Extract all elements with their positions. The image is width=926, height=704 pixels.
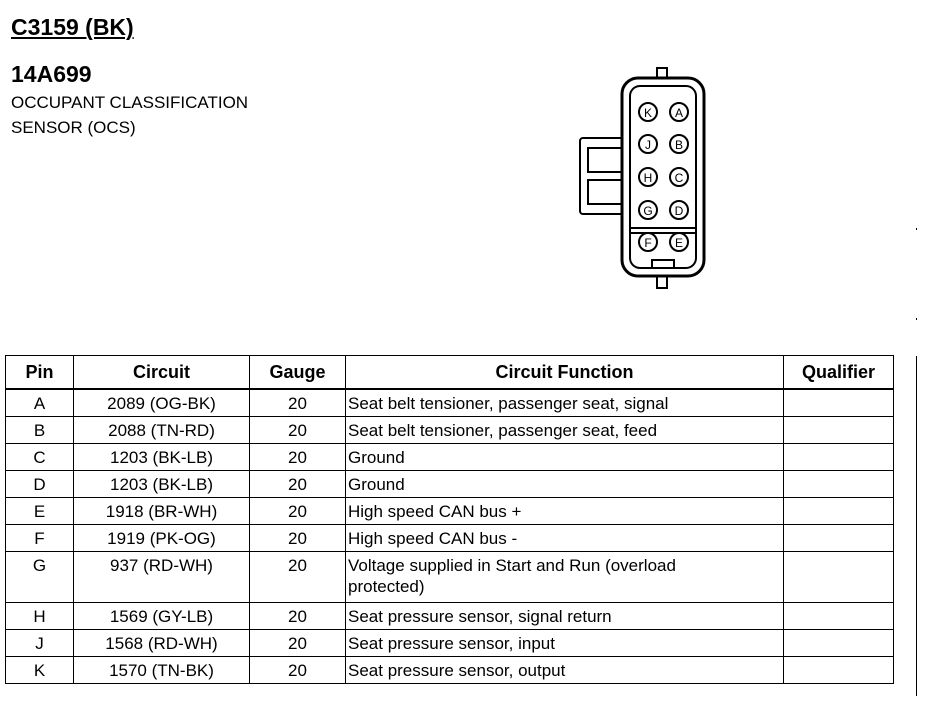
gauge-cell: 20 bbox=[250, 471, 346, 498]
header-circuit: Circuit bbox=[74, 356, 250, 390]
pin-A bbox=[670, 103, 688, 121]
page-edge-mark bbox=[916, 356, 917, 696]
connector-face-diagram bbox=[570, 60, 750, 300]
circuit-cell: 1918 (BR-WH) bbox=[74, 498, 250, 525]
circuit-cell: 1919 (PK-OG) bbox=[74, 525, 250, 552]
pin-C bbox=[670, 168, 688, 186]
qualifier-cell bbox=[784, 525, 894, 552]
function-cell: Seat pressure sensor, signal return bbox=[346, 603, 784, 630]
svg-text:E: E bbox=[674, 236, 684, 250]
svg-text:G: G bbox=[643, 204, 653, 218]
table-row bbox=[6, 630, 894, 657]
function-cell: High speed CAN bus + bbox=[346, 498, 784, 525]
qualifier-cell bbox=[784, 498, 894, 525]
gauge-cell: 20 bbox=[250, 603, 346, 630]
qualifier-cell bbox=[784, 444, 894, 471]
table-row bbox=[6, 603, 894, 630]
table-row bbox=[6, 444, 894, 471]
function-cell: High speed CAN bus - bbox=[346, 525, 784, 552]
pin-E bbox=[670, 233, 688, 251]
circuit-cell: 2088 (TN-RD) bbox=[74, 417, 250, 444]
svg-text:H: H bbox=[643, 171, 653, 185]
pin-cell: D bbox=[6, 471, 74, 498]
qualifier-cell bbox=[784, 657, 894, 684]
circuit-cell: 2089 (OG-BK) bbox=[74, 389, 250, 417]
svg-text:D: D bbox=[674, 204, 684, 218]
header-qualifier: Qualifier bbox=[784, 356, 894, 390]
pin-cell: F bbox=[6, 525, 74, 552]
table-row bbox=[6, 389, 894, 417]
gauge-cell: 20 bbox=[250, 525, 346, 552]
svg-text:J: J bbox=[645, 138, 651, 152]
pin-H bbox=[639, 168, 657, 186]
function-cell: Ground bbox=[346, 444, 784, 471]
svg-text:B: B bbox=[674, 138, 684, 152]
pin-cell: G bbox=[6, 552, 74, 603]
qualifier-cell bbox=[784, 603, 894, 630]
function-cell: Seat belt tensioner, passenger seat, signal bbox=[346, 389, 784, 417]
table-row bbox=[6, 417, 894, 444]
part-number: 14A699 bbox=[11, 61, 92, 87]
gauge-cell: 20 bbox=[250, 389, 346, 417]
circuit-cell: 1203 (BK-LB) bbox=[74, 471, 250, 498]
qualifier-cell bbox=[784, 389, 894, 417]
circuit-cell: 937 (RD-WH) bbox=[74, 552, 250, 603]
pin-K bbox=[639, 103, 657, 121]
circuit-cell: 1203 (BK-LB) bbox=[74, 444, 250, 471]
header-circuit-function: Circuit Function bbox=[346, 356, 784, 390]
pin-cell: J bbox=[6, 630, 74, 657]
function-cell: Seat belt tensioner, passenger seat, feed bbox=[346, 417, 784, 444]
description-line-2: SENSOR (OCS) bbox=[11, 118, 136, 137]
gauge-cell: 20 bbox=[250, 417, 346, 444]
table-row bbox=[6, 657, 894, 684]
gauge-cell: 20 bbox=[250, 498, 346, 525]
qualifier-cell bbox=[784, 417, 894, 444]
pin-B bbox=[670, 135, 688, 153]
function-line-2: protected) bbox=[348, 577, 425, 596]
qualifier-cell bbox=[784, 471, 894, 498]
gauge-cell: 20 bbox=[250, 630, 346, 657]
svg-text:A: A bbox=[674, 106, 684, 120]
page-edge-mark bbox=[916, 228, 917, 230]
gauge-cell: 20 bbox=[250, 552, 346, 603]
circuit-cell: 1570 (TN-BK) bbox=[74, 657, 250, 684]
function-cell: Seat pressure sensor, input bbox=[346, 630, 784, 657]
svg-text:C: C bbox=[674, 171, 684, 185]
function-cell: Seat pressure sensor, output bbox=[346, 657, 784, 684]
pin-cell: C bbox=[6, 444, 74, 471]
qualifier-cell bbox=[784, 630, 894, 657]
pin-cell: A bbox=[6, 389, 74, 417]
pin-F bbox=[639, 233, 657, 251]
header-gauge: Gauge bbox=[250, 356, 346, 390]
pin-table bbox=[5, 355, 894, 684]
pin-cell: K bbox=[6, 657, 74, 684]
function-cell: Ground bbox=[346, 471, 784, 498]
pin-G bbox=[639, 201, 657, 219]
pin-cell: H bbox=[6, 603, 74, 630]
table-row bbox=[6, 552, 894, 603]
circuit-cell: 1569 (GY-LB) bbox=[74, 603, 250, 630]
page-edge-mark bbox=[916, 318, 917, 320]
circuit-cell: 1568 (RD-WH) bbox=[74, 630, 250, 657]
qualifier-cell bbox=[784, 552, 894, 603]
table-header-row bbox=[6, 356, 894, 390]
function-line-1: Voltage supplied in Start and Run (overload bbox=[348, 556, 676, 575]
connector-id: C3159 (BK) bbox=[11, 14, 134, 40]
header-pin: Pin bbox=[6, 356, 74, 390]
gauge-cell: 20 bbox=[250, 657, 346, 684]
pin-cell: E bbox=[6, 498, 74, 525]
pin-cell: B bbox=[6, 417, 74, 444]
description-line-1: OCCUPANT CLASSIFICATION bbox=[11, 93, 249, 112]
gauge-cell: 20 bbox=[250, 444, 346, 471]
table-row bbox=[6, 498, 894, 525]
pin-D bbox=[670, 201, 688, 219]
table-row bbox=[6, 471, 894, 498]
pin-J bbox=[639, 135, 657, 153]
svg-text:K: K bbox=[643, 106, 653, 120]
svg-text:F: F bbox=[644, 236, 652, 250]
table-row bbox=[6, 525, 894, 552]
function-cell bbox=[346, 552, 784, 603]
